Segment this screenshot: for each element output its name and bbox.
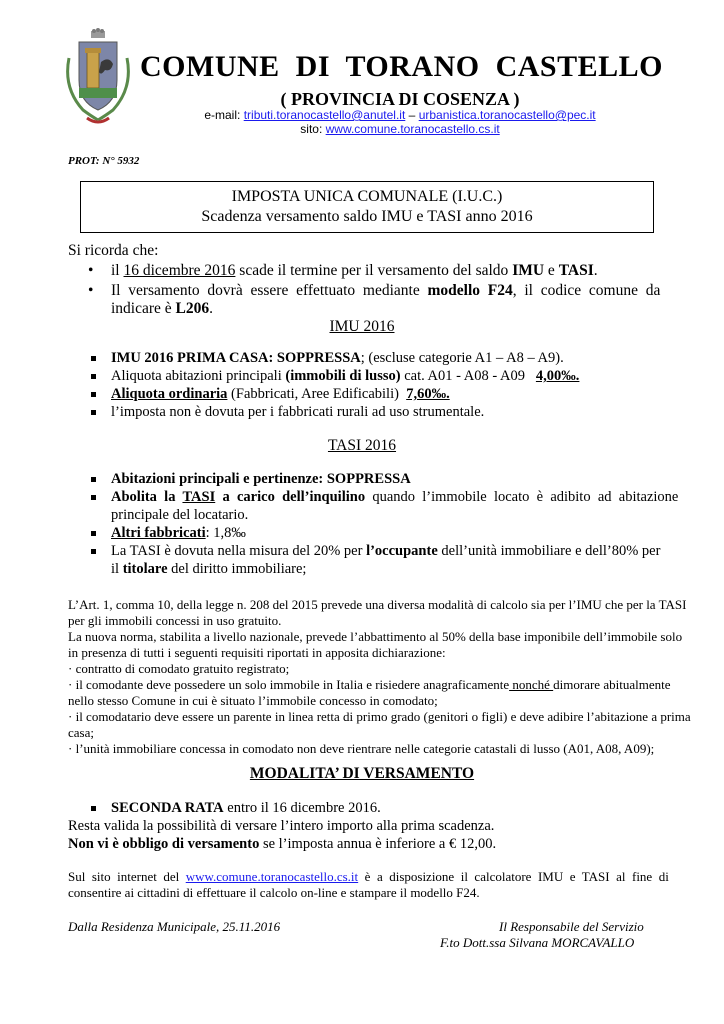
remember-heading: Si ricorda che:: [68, 242, 159, 259]
law-line-7: nello stesso Comune in cui è situato l’immobile concesso in comodato;: [68, 693, 438, 708]
tasi-heading: TASI 2016: [327, 437, 397, 454]
intro-bullet-2-line1: [111, 282, 661, 300]
bullet-dot-icon: •: [88, 282, 94, 299]
tasi-item-1: Abitazioni principali e pertinenze: SOPPRESSA: [111, 471, 411, 487]
imu-item-4: l’imposta non è dovuta per i fabbricati rurali ad uso strumentale.: [111, 404, 485, 420]
website-link[interactable]: www.comune.toranocastello.cs.it: [185, 869, 359, 884]
text: · il comodante deve possedere un solo immobile in Italia e risiedere anagraficamente: [68, 677, 510, 692]
deadline-date: 16 dicembre 2016: [123, 262, 236, 279]
payment-line-2: Resta valida la possibilità di versare l’intero importo alla prima scadenza.: [68, 818, 495, 834]
text: dell’unità immobiliare e dell’80% per: [437, 543, 661, 559]
text: SECONDA RATA: [111, 800, 224, 816]
email-separator: –: [408, 108, 416, 122]
site-line: [140, 122, 660, 136]
text: IMU: [512, 262, 545, 279]
tasi-item-3: [111, 525, 246, 542]
website-line-2: consentire ai cittadini di effettuare il calcolo on-line e stampare il modello F24.: [68, 885, 480, 900]
law-line-9: casa;: [68, 725, 94, 740]
text: nonché: [509, 677, 554, 692]
law-line-4: in presenza di tutti i seguenti requisiti riportati in apposita dichiarazione:: [68, 645, 446, 660]
text: se l’imposta annua è inferiore a € 12,00.: [259, 836, 497, 852]
email-line: [140, 108, 660, 122]
protocol-number: PROT: N° 5932: [68, 155, 140, 167]
text: il: [111, 262, 124, 279]
email-link-tributi[interactable]: tributi.toranocastello@anutel.it: [243, 108, 406, 122]
square-bullet-icon: [91, 495, 96, 500]
text: entro il 16 dicembre 2016.: [223, 800, 381, 816]
square-bullet-icon: [91, 806, 96, 811]
text: Aliquota abitazioni principali: [111, 368, 286, 384]
text: L206: [175, 300, 210, 317]
text: a carico dell’inquilino: [215, 489, 366, 505]
text: Non vi è obbligo di versamento: [68, 836, 260, 852]
tasi-item-4-line1: [111, 543, 660, 560]
law-line-3: La nuova norma, stabilita a livello nazionale, prevede l’abbattimento al 50% della base imponibile dell’immobile solo: [68, 629, 683, 644]
text: Abolita la: [111, 489, 183, 505]
coat-of-arms-icon: [63, 28, 133, 128]
square-bullet-icon: [91, 477, 96, 482]
square-bullet-icon: [91, 531, 96, 536]
text: La TASI è dovuta nella misura del 20% per: [111, 543, 367, 559]
municipality-title: COMUNE DI TORANO CASTELLO: [140, 50, 663, 83]
text: dimorare abitualmente: [553, 677, 671, 692]
bullet-dot-icon: •: [88, 262, 94, 279]
imu-rate-ordinary: 7,60‰.: [406, 386, 450, 402]
text: Altri fabbricati: [111, 525, 206, 541]
square-bullet-icon: [91, 374, 96, 379]
square-bullet-icon: [91, 549, 96, 554]
title-box-line1: IMPOSTA UNICA COMUNALE (I.U.C.): [231, 188, 503, 205]
text: scade il termine per il versamento del saldo: [235, 262, 513, 279]
title-box: [80, 181, 654, 233]
title-box-line2: Scadenza versamento saldo IMU e TASI anno 2016: [201, 208, 533, 225]
text: indicare è: [111, 300, 176, 317]
text: TASI: [182, 489, 216, 505]
law-line-1: L’Art. 1, comma 10, della legge n. 208 del 2015 prevede una diversa modalità di calcolo sia per l’IMU che per la TASI: [68, 597, 687, 612]
payment-line-3: [68, 836, 496, 853]
text: quando l’immobile locato è adibito ad abitazione: [365, 489, 679, 505]
signature-role: Il Responsabile del Servizio: [499, 919, 644, 934]
site-label: sito:: [300, 122, 323, 136]
text: Il versamento dovrà essere effettuato mediante: [111, 282, 428, 299]
text: ; (escluse categorie A1 – A8 – A9).: [360, 350, 564, 366]
place-date: Dalla Residenza Municipale, 25.11.2016: [68, 919, 281, 934]
text: l’occupante: [366, 543, 438, 559]
imu-item-2: [111, 368, 579, 385]
square-bullet-icon: [91, 356, 96, 361]
text: Sul sito internet del: [68, 869, 186, 884]
site-link[interactable]: www.comune.toranocastello.cs.it: [325, 122, 500, 136]
law-line-8: · il comodatario deve essere un parente in linea retta di primo grado (genitori o figli) e deve adibire l’abitazione a prima: [68, 709, 691, 724]
imu-item-1: [111, 350, 564, 367]
text: : 1,8‰: [205, 525, 246, 541]
email-link-urbanistica[interactable]: urbanistica.toranocastello@pec.it: [418, 108, 596, 122]
intro-bullet-1: [111, 262, 598, 280]
text: IMU 2016 PRIMA CASA: SOPPRESSA: [111, 350, 361, 366]
text: Aliquota ordinaria: [111, 386, 228, 402]
tasi-item-2-line1: [111, 489, 679, 506]
law-line-5: · contratto di comodato gratuito registrato;: [68, 661, 290, 676]
law-line-6: [68, 677, 670, 692]
square-bullet-icon: [91, 392, 96, 397]
law-line-10: · l’unità immobiliare concessa in comodato non deve rientrare nelle categorie catastali di lusso (A01, A08, A09);: [68, 741, 655, 756]
text: del diritto immobiliare;: [167, 561, 307, 577]
signer-name: F.to Dott.ssa Silvana MORCAVALLO: [440, 935, 635, 950]
text: (Fabbricati, Aree Edificabili): [227, 386, 407, 402]
text: , il codice comune da: [512, 282, 661, 299]
intro-bullet-2-line2: [111, 300, 213, 318]
text: cat. A01 - A08 - A09: [400, 368, 536, 384]
text: .: [209, 300, 214, 317]
text: .: [593, 262, 598, 279]
text: titolare: [122, 561, 168, 577]
province-label: ( PROVINCIA DI COSENZA ): [280, 89, 520, 109]
email-label: e-mail:: [204, 108, 241, 122]
imu-heading: IMU 2016: [329, 318, 395, 335]
tasi-item-2-line2: principale del locatario.: [111, 507, 249, 523]
text: e: [544, 262, 559, 279]
imu-item-3: [111, 386, 450, 403]
payment-heading: MODALITA’ DI VERSAMENTO: [249, 765, 475, 782]
text: (immobili di lusso): [285, 368, 401, 384]
text: TASI: [558, 262, 594, 279]
text: modello F24: [427, 282, 513, 299]
square-bullet-icon: [91, 410, 96, 415]
payment-item-1: [111, 800, 381, 817]
tasi-item-4-line2: [111, 561, 306, 578]
website-line-1: [68, 869, 669, 884]
imu-rate-luxury: 4,00‰.: [535, 368, 580, 384]
text: il: [111, 561, 123, 577]
text: è a disposizione il calcolatore IMU e TASI al fine di: [358, 869, 669, 884]
law-line-2: per gli immobili concessi in uso gratuito.: [68, 613, 282, 628]
